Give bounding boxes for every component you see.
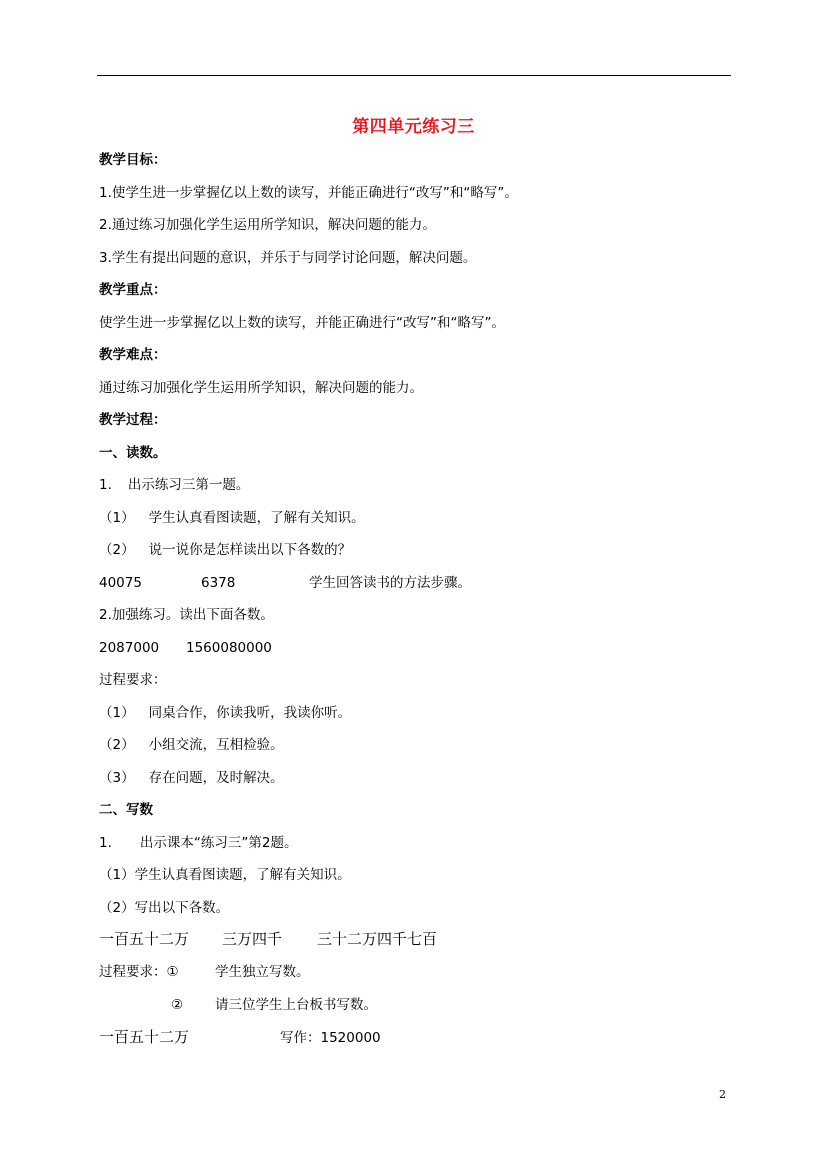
process-requirements: 过程要求： xyxy=(99,672,167,688)
reading-substep-2 xyxy=(99,540,351,560)
substep-number: （1） xyxy=(99,705,135,721)
reading-step-2: 2.加强练习。读出下面各数。 xyxy=(99,607,274,623)
objective-3: 3.学生有提出问题的意识，并乐于与同学讨论问题，解决问题。 xyxy=(99,250,477,266)
substep-number: （3） xyxy=(99,770,135,786)
substep-text: 存在问题，及时解决。 xyxy=(148,770,284,786)
number-value: 6378 xyxy=(201,575,236,591)
step-number: 1. xyxy=(99,477,112,493)
header-rule xyxy=(97,75,731,76)
written-form: 写作：1520000 xyxy=(280,1030,381,1046)
key-point-text: 使学生进一步掌握亿以上数的读写，并能正确进行“改写”和“略写”。 xyxy=(99,315,505,331)
requirement-text: 学生独立写数。 xyxy=(215,964,310,980)
substep-text: 说一说你是怎样读出以下各数的？ xyxy=(148,542,352,558)
heading-difficulties: 教学难点： xyxy=(99,347,167,363)
chinese-number: 一百五十二万 xyxy=(99,1028,190,1046)
section-writing: 二、写数 xyxy=(99,802,153,818)
heading-key-points: 教学重点： xyxy=(99,282,167,298)
requirement-3 xyxy=(99,768,284,788)
step-text: 出示课本“练习三”第2题。 xyxy=(139,835,298,851)
requirement-2 xyxy=(99,735,284,755)
chinese-number: 三万四千 xyxy=(222,930,283,948)
chinese-numbers xyxy=(99,929,437,949)
substep-text: 小组交流，互相检验。 xyxy=(148,737,284,753)
writing-step-1 xyxy=(99,833,297,853)
reading-step-1 xyxy=(99,475,249,495)
requirement-1 xyxy=(99,703,351,723)
writing-substep-1: （1）学生认真看图读题，了解有关知识。 xyxy=(99,867,351,883)
requirement-label: 过程要求：① xyxy=(99,964,179,980)
substep-text: 学生认真看图读题，了解有关知识。 xyxy=(148,510,365,526)
number-examples xyxy=(99,573,471,593)
writing-requirement-1 xyxy=(99,962,310,982)
substep-number: （1） xyxy=(99,510,135,526)
writing-requirement-2 xyxy=(99,995,377,1015)
number-value: 40075 xyxy=(99,575,142,591)
substep-text: 同桌合作，你读我听，我读你听。 xyxy=(148,705,352,721)
objective-1: 1.使学生进一步掌握亿以上数的读写，并能正确进行“改写”和“略写”。 xyxy=(99,185,518,201)
example-note: 学生回答读书的方法步骤。 xyxy=(309,575,471,591)
substep-number: （2） xyxy=(99,737,135,753)
heading-objectives: 教学目标： xyxy=(99,152,167,168)
writing-substep-2: （2）写出以下各数。 xyxy=(99,900,230,916)
page-title: 第四单元练习三 xyxy=(352,117,475,137)
step-number: 1. xyxy=(99,835,112,851)
writing-example xyxy=(99,1027,381,1048)
practice-numbers xyxy=(99,638,272,658)
substep-number: （2） xyxy=(99,542,135,558)
difficulty-text: 通过练习加强化学生运用所学知识，解决问题的能力。 xyxy=(99,380,423,396)
section-reading: 一、读数。 xyxy=(99,445,167,461)
chinese-number: 一百五十二万 xyxy=(99,930,190,948)
step-text: 出示练习三第一题。 xyxy=(127,477,250,493)
requirement-text: 请三位学生上台板书写数。 xyxy=(215,997,377,1013)
requirement-marker: ② xyxy=(171,997,184,1013)
number-value: 1560080000 xyxy=(186,640,272,656)
chinese-number: 三十二万四千七百 xyxy=(317,930,438,948)
page-number: 2 xyxy=(719,1088,726,1101)
heading-process: 教学过程： xyxy=(99,412,167,428)
number-value: 2087000 xyxy=(99,640,160,656)
objective-2: 2.通过练习加强化学生运用所学知识，解决问题的能力。 xyxy=(99,217,436,233)
reading-substep-1 xyxy=(99,508,365,528)
